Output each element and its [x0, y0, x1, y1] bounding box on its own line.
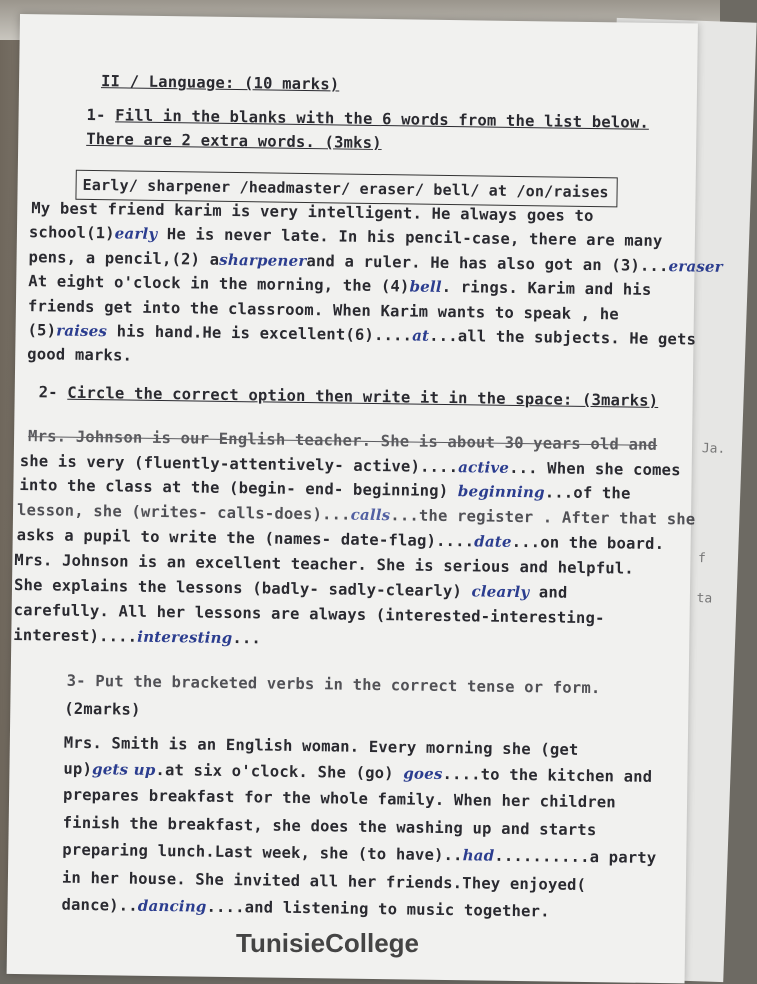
ex3-num: 3-: [66, 671, 86, 690]
answer-handwritten: active: [458, 458, 510, 477]
answer-handwritten: calls: [350, 505, 391, 525]
ex2-line: interest)....interesting...: [13, 625, 262, 648]
section-title: II / Language: (10 marks): [100, 72, 340, 94]
ex3-line: in her house. She invited all her friends.They enjoyed(: [61, 868, 587, 894]
ex3-line: Mrs. Smith is an English woman. Every morning she (get: [63, 733, 579, 759]
answer-handwritten: raises: [56, 321, 108, 341]
ex1-title: Fill in the blanks with the 6 words from the list below.: [115, 106, 650, 132]
ex2-line: she is very (fluently-attentively- active)....active... When she comes: [19, 452, 681, 480]
answer-handwritten: had: [462, 846, 495, 865]
ex1-num: 1-: [86, 105, 106, 125]
ex2-heading: [39, 382, 659, 411]
answer-handwritten: beginning: [457, 482, 545, 502]
ex2-line: carefully. All her lessons are always (interested-interesting-: [13, 600, 605, 628]
ex3-line: finish the breakfast, she does the washing up and starts: [62, 813, 597, 840]
answer-handwritten: interesting: [137, 627, 233, 648]
ex3-line: up)gets up.at six o'clock. She (go) goes....to the kitchen and: [63, 759, 653, 786]
ex2-line: She explains the lessons (badly- sadly-clearly) clearly and: [13, 575, 568, 602]
ex2-line: Mrs. Johnson is an excellent teacher. She is serious and helpful.: [14, 550, 635, 578]
ex2-line: lesson, she (writes- calls-does)...calls...the register . After that she: [16, 501, 696, 529]
ex2-num: 2-: [38, 383, 58, 402]
ex1-line: My best friend karim is very intelligent. He always goes to: [31, 199, 594, 226]
answer-handwritten: dancing: [137, 896, 207, 916]
ex3-line: prepares breakfast for the whole family. When her children: [62, 785, 617, 812]
ex3-line: preparing lunch.Last week, she (to have)..had..........a party: [62, 840, 657, 867]
answer-handwritten: eraser: [668, 257, 723, 276]
ex1-line: (5)raises his hand.He is excellent(6)....at...all the subjects. He gets: [27, 321, 697, 349]
answer-handwritten: early: [114, 224, 158, 243]
answer-handwritten: clearly: [471, 582, 530, 602]
under-mark: f: [697, 551, 707, 567]
under-mark: Ja.: [701, 441, 726, 457]
ex1-line: good marks.: [27, 345, 133, 365]
ex1-line: At eight o'clock in the morning, the (4)bell. rings. Karim and his: [28, 272, 652, 299]
ex2-title: Circle the correct option then write it in the space: (3marks): [67, 383, 659, 410]
ex1-line: school(1)early He is never late. In his pencil-case, there are many: [28, 223, 663, 250]
word-box-text: Early/ sharpener /headmaster/ eraser/ bell/ at /on/raises: [82, 175, 609, 202]
ex1-line: friends get into the classroom. When Karim wants to speak , he: [27, 297, 619, 324]
watermark: TunisieCollege: [236, 928, 419, 958]
answer-handwritten: sharpener: [219, 250, 307, 271]
answer-handwritten: goes: [403, 764, 443, 783]
ex3-heading: [67, 671, 601, 698]
answer-handwritten: bell: [409, 277, 442, 296]
answer-handwritten: date: [474, 532, 512, 551]
answer-handwritten: gets up: [91, 760, 156, 779]
ex3-line: dance)..dancing....and listening to music together.: [61, 895, 550, 921]
ex1-heading: [86, 105, 649, 133]
ex3-marks: (2marks): [64, 699, 141, 719]
ex1-subtitle: There are 2 extra words. (3mks): [86, 129, 382, 153]
ex2-line: into the class at the (begin- end- beginning) beginning...of the: [19, 476, 631, 503]
answer-handwritten: at: [412, 326, 430, 345]
ex1-line: pens, a pencil,(2) asharpenerand a ruler. He has also got an (3)...eraser: [28, 248, 723, 276]
under-mark: ta: [696, 590, 713, 607]
ex3-title: Put the bracketed verbs in the correct tense or form.: [95, 672, 601, 698]
ex2-line: Mrs. Johnson is our English teacher. She is about 30 years old and: [27, 427, 658, 454]
ex2-line: asks a pupil to write the (names- date-flag)....date...on the board.: [16, 526, 665, 554]
